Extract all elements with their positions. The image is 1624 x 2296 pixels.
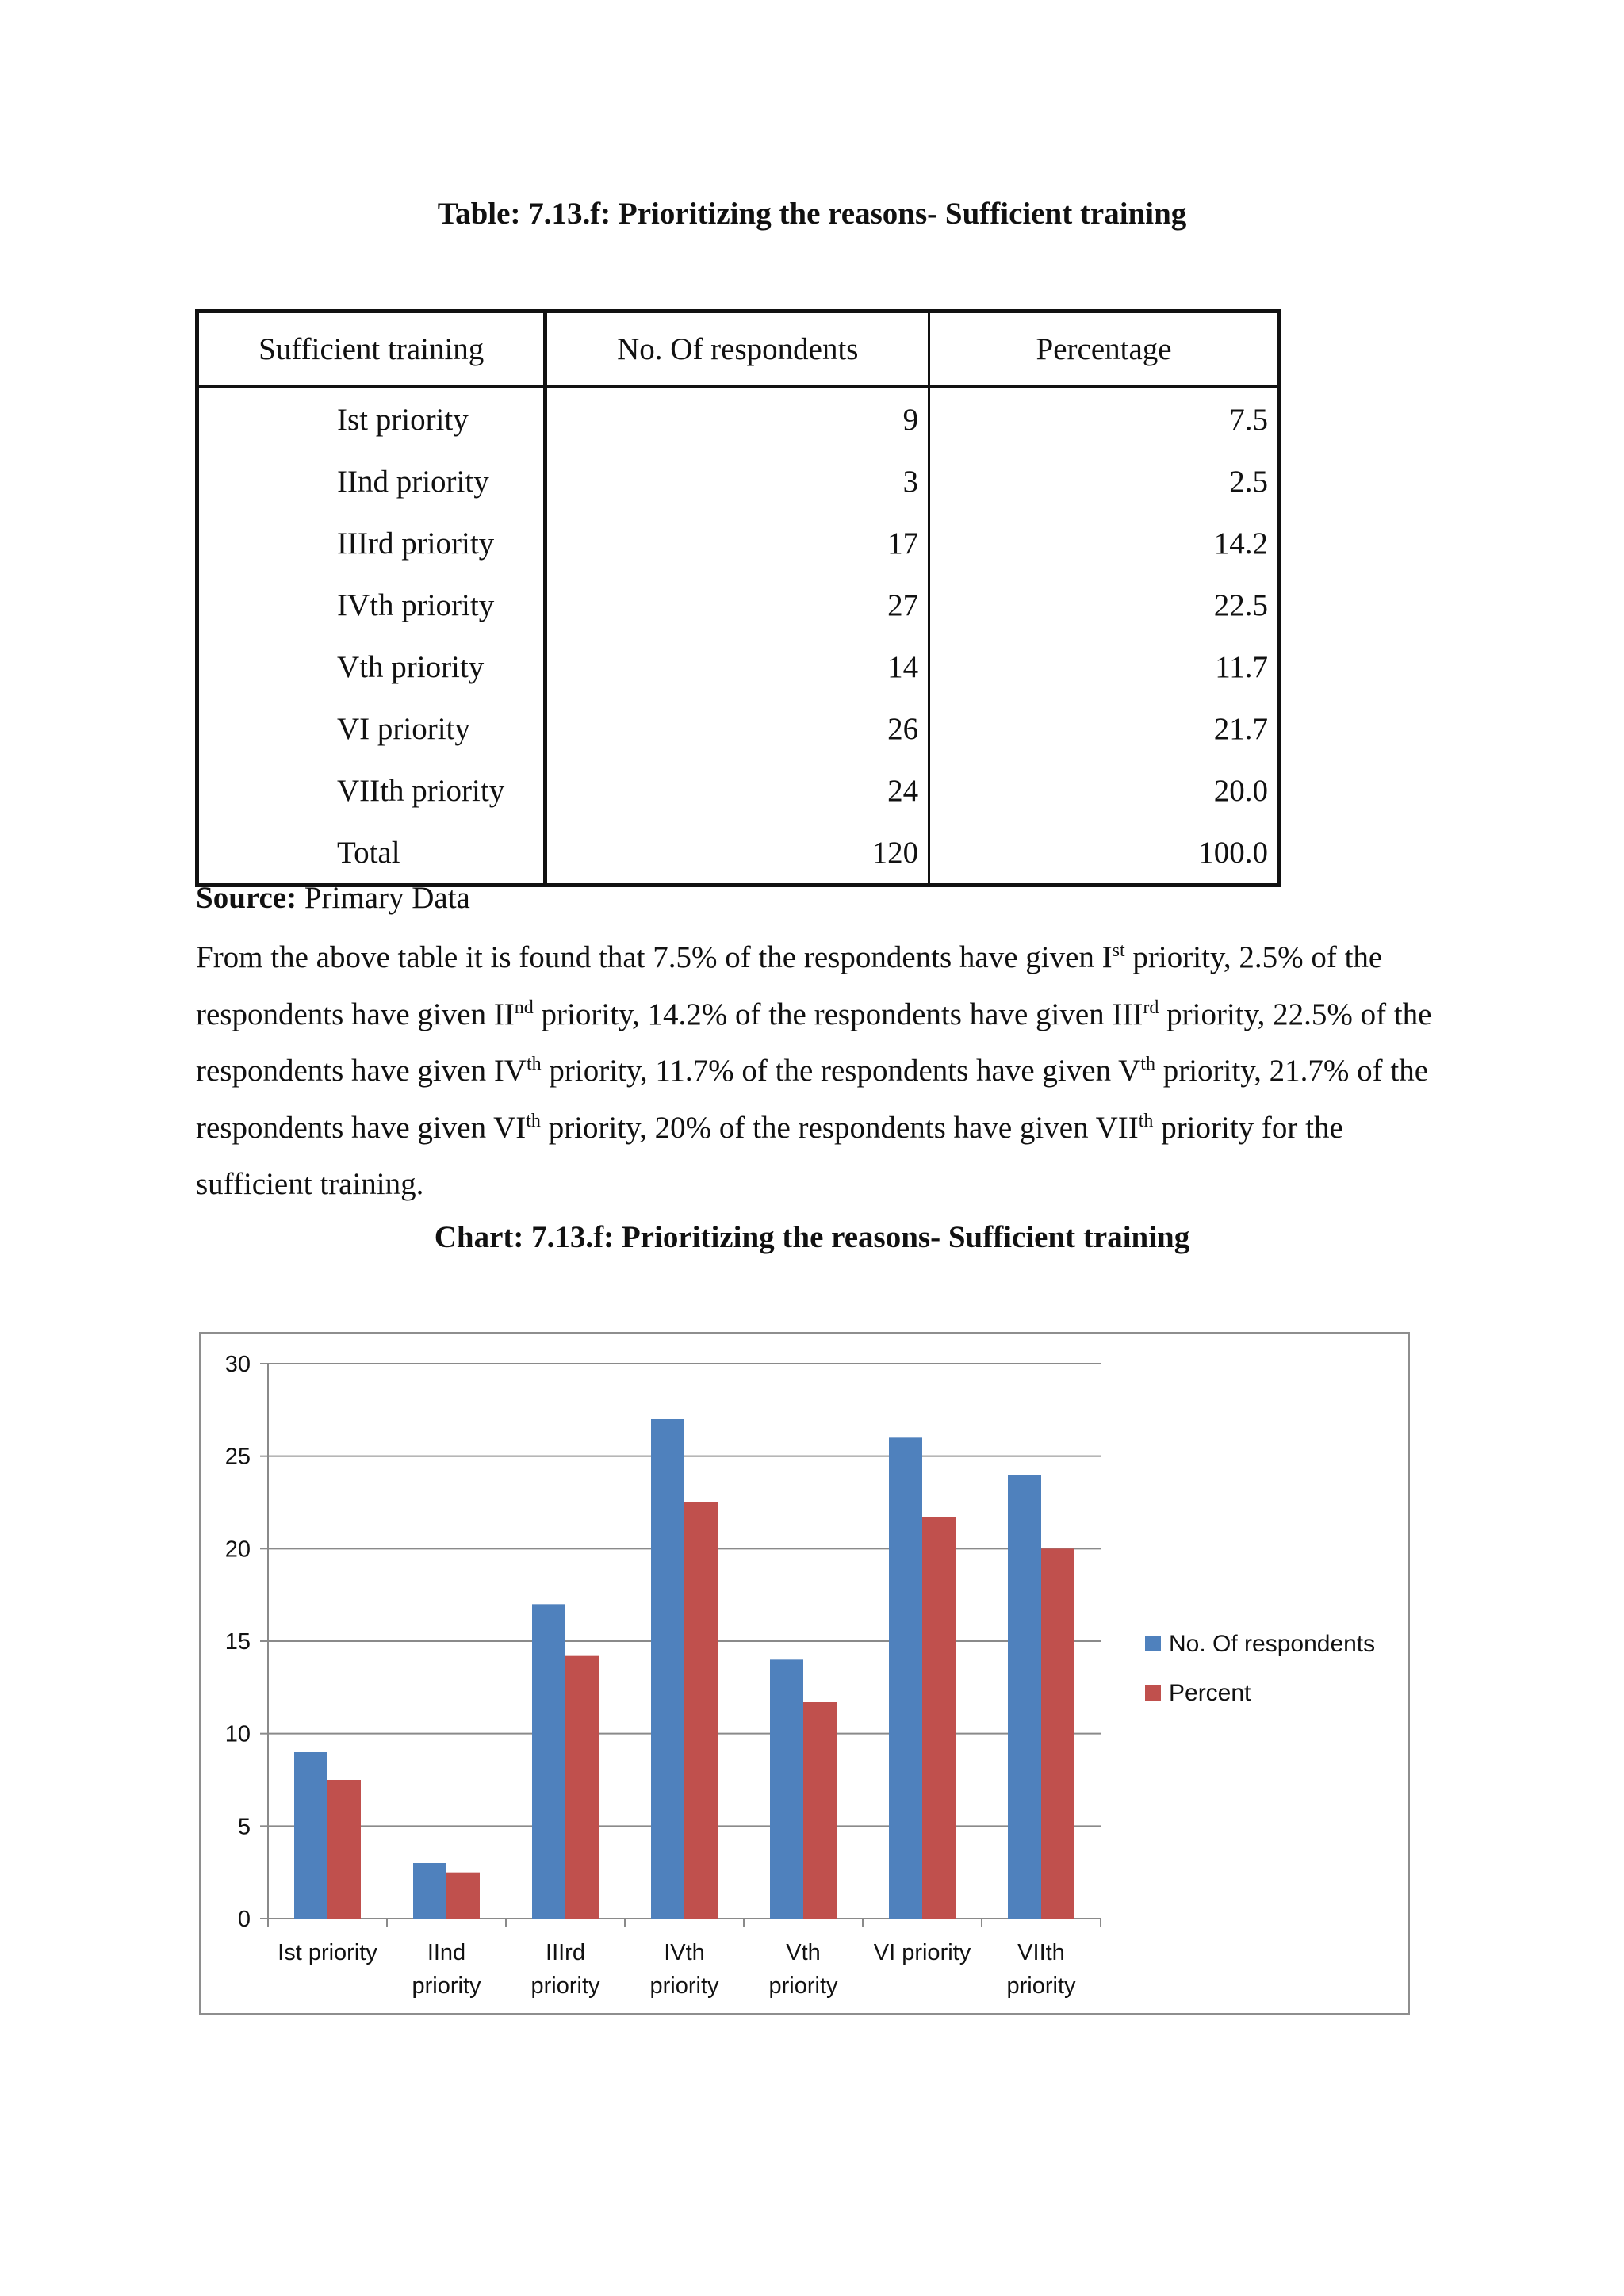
paragraph-text: priority for the sufficient training. bbox=[196, 1110, 1343, 1201]
row-label: VI priority bbox=[197, 698, 546, 760]
column-header-sufficient-training: Sufficient training bbox=[197, 312, 546, 387]
source-line bbox=[196, 880, 470, 916]
table-row-total bbox=[197, 821, 1280, 886]
table-row bbox=[197, 760, 1280, 821]
column-header-percentage: Percentage bbox=[929, 312, 1280, 387]
row-percent: 7.5 bbox=[929, 387, 1280, 451]
bar-respondents bbox=[532, 1604, 565, 1919]
paragraph-text: priority, 22.5% of the respondents have given IV bbox=[196, 997, 1432, 1088]
row-count: 26 bbox=[546, 698, 929, 760]
y-tick-label: 10 bbox=[224, 1721, 251, 1747]
paragraph-text: priority, 14.2% of the respondents have given III bbox=[533, 997, 1143, 1031]
row-percent: 14.2 bbox=[929, 512, 1280, 574]
data-table bbox=[195, 309, 1281, 887]
paragraph-text: priority, 21.7% of the respondents have given VI bbox=[196, 1054, 1429, 1145]
table-row bbox=[197, 636, 1280, 698]
x-tick-label: IInd bbox=[427, 1940, 466, 1965]
y-tick-label: 5 bbox=[237, 1814, 251, 1840]
row-percent: 2.5 bbox=[929, 450, 1280, 512]
x-tick-label: Ist priority bbox=[278, 1940, 377, 1965]
row-label: IVth priority bbox=[197, 574, 546, 636]
row-label: Vth priority bbox=[197, 636, 546, 698]
row-label: Ist priority bbox=[197, 387, 546, 451]
y-tick-label: 25 bbox=[224, 1444, 251, 1470]
bar-respondents bbox=[413, 1863, 446, 1919]
row-label: IInd priority bbox=[197, 450, 546, 512]
superscript: th bbox=[1140, 1054, 1155, 1074]
row-label: Total bbox=[197, 821, 546, 886]
row-percent: 20.0 bbox=[929, 760, 1280, 821]
row-count: 3 bbox=[546, 450, 929, 512]
y-tick-label: 20 bbox=[224, 1536, 251, 1563]
row-count: 14 bbox=[546, 636, 929, 698]
row-percent: 22.5 bbox=[929, 574, 1280, 636]
row-count: 9 bbox=[546, 387, 929, 451]
source-label: Source: bbox=[196, 881, 297, 915]
bar-respondents bbox=[1008, 1475, 1041, 1919]
bar-percent bbox=[922, 1517, 956, 1919]
row-label: VIIth priority bbox=[197, 760, 546, 821]
bar-respondents bbox=[294, 1752, 327, 1919]
paragraph-text: From the above table it is found that 7.5% of the respondents have given I bbox=[196, 940, 1113, 974]
superscript: th bbox=[526, 1054, 542, 1074]
row-percent: 21.7 bbox=[929, 698, 1280, 760]
row-percent: 11.7 bbox=[929, 636, 1280, 698]
bar-chart bbox=[201, 1334, 1408, 2013]
x-tick-label: priority bbox=[768, 1973, 838, 1999]
legend-label: Percent bbox=[1169, 1680, 1251, 1706]
superscript: th bbox=[1138, 1110, 1154, 1131]
column-header-respondents: No. Of respondents bbox=[546, 312, 929, 387]
table-row bbox=[197, 512, 1280, 574]
x-tick-label: priority bbox=[1006, 1973, 1076, 1999]
bar-respondents bbox=[889, 1437, 922, 1919]
y-tick-label: 0 bbox=[237, 1907, 251, 1932]
x-tick-label: IVth bbox=[664, 1940, 705, 1965]
row-count: 120 bbox=[546, 821, 929, 886]
x-tick-label: Vth bbox=[786, 1940, 821, 1965]
legend-swatch bbox=[1145, 1685, 1161, 1701]
row-count: 17 bbox=[546, 512, 929, 574]
bar-percent bbox=[1041, 1548, 1074, 1919]
paragraph-text: priority, 2.5% of the respondents have given II bbox=[196, 940, 1383, 1031]
x-tick-label: priority bbox=[530, 1973, 600, 1999]
x-tick-label: priority bbox=[649, 1973, 719, 1999]
superscript: st bbox=[1112, 940, 1125, 961]
legend-swatch bbox=[1145, 1636, 1161, 1651]
bar-percent bbox=[684, 1502, 718, 1919]
body-paragraph bbox=[196, 929, 1433, 1213]
bar-percent bbox=[446, 1873, 480, 1919]
bar-percent bbox=[803, 1702, 837, 1919]
legend-label: No. Of respondents bbox=[1169, 1631, 1376, 1657]
source-value: Primary Data bbox=[297, 881, 470, 915]
paragraph-text: priority, 20% of the respondents have given VII bbox=[540, 1110, 1139, 1145]
table-row bbox=[197, 698, 1280, 760]
bar-percent bbox=[327, 1780, 361, 1919]
x-tick-label: VIIth bbox=[1017, 1940, 1065, 1965]
y-tick-label: 15 bbox=[224, 1629, 251, 1655]
chart-title: Chart: 7.13.f: Prioritizing the reasons- Sufficient training bbox=[434, 1220, 1190, 1254]
row-percent: 100.0 bbox=[929, 821, 1280, 886]
x-tick-label: IIIrd bbox=[546, 1940, 585, 1965]
table-row bbox=[197, 450, 1280, 512]
bar-respondents bbox=[651, 1419, 684, 1919]
row-count: 27 bbox=[546, 574, 929, 636]
superscript: nd bbox=[514, 997, 534, 1018]
chart-container bbox=[199, 1332, 1410, 2015]
paragraph-text: priority, 11.7% of the respondents have given V bbox=[541, 1054, 1141, 1088]
x-tick-label: VI priority bbox=[873, 1940, 971, 1965]
y-tick-label: 30 bbox=[224, 1352, 251, 1377]
table-row bbox=[197, 574, 1280, 636]
row-count: 24 bbox=[546, 760, 929, 821]
superscript: rd bbox=[1143, 997, 1159, 1018]
superscript: th bbox=[526, 1110, 541, 1131]
bar-respondents bbox=[770, 1659, 803, 1919]
row-label: IIIrd priority bbox=[197, 512, 546, 574]
bar-percent bbox=[565, 1656, 599, 1919]
table-row bbox=[197, 387, 1280, 451]
table-title: Table: 7.13.f: Prioritizing the reasons- Sufficient training bbox=[437, 197, 1187, 231]
x-tick-label: priority bbox=[412, 1973, 481, 1999]
table-header-row bbox=[197, 312, 1280, 387]
